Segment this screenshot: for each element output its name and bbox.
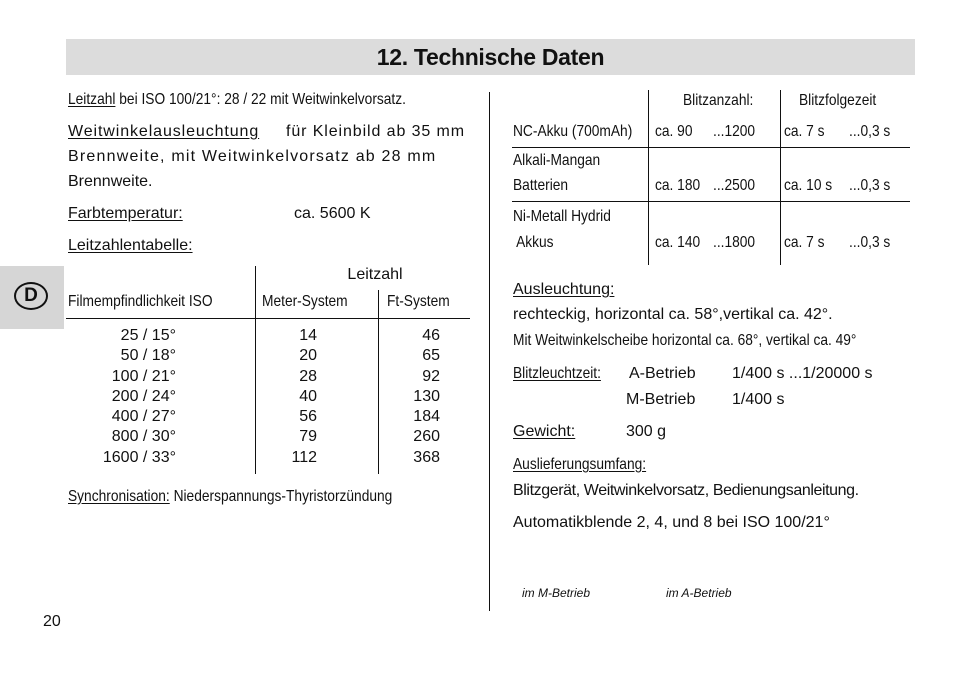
page-number: 20	[43, 613, 61, 630]
battery-row-2-count-b: ...2500	[713, 177, 756, 194]
battery-table-rule-2	[512, 201, 910, 202]
table-cell: 1600 / 33°	[102, 448, 176, 466]
leitzahl-col-ft	[395, 326, 440, 468]
automatik-text: Automatikblende 2, 4, und 8 bei ISO 100/21°	[513, 514, 830, 531]
battery-row-3-name-1: Ni-Metall Hydrid	[513, 208, 611, 225]
leitzahl-label: Leitzahl	[68, 91, 116, 108]
battery-row-3-name-2: Akkus	[513, 234, 554, 251]
language-tab	[0, 266, 64, 329]
battery-table-divider-1	[648, 90, 649, 265]
language-tab-label: D	[14, 282, 48, 310]
table-cell: 184	[413, 408, 440, 426]
weitwinkel-label: Weitwinkelausleuchtung	[68, 123, 260, 140]
farbtemperatur-label: Farbtemperatur:	[68, 205, 183, 222]
auslieferung-label: Auslieferungsumfang:	[513, 456, 647, 473]
table-cell: 28	[299, 367, 317, 385]
table-cell: 46	[422, 327, 440, 344]
table-cell: 260	[413, 428, 440, 446]
table-cell: 400 / 27°	[111, 408, 176, 426]
blitzleuchtzeit-label: Blitzleuchtzeit:	[513, 365, 601, 382]
ausleuchtung-line-2: Mit Weitwinkelscheibe horizontal ca. 68°, vertikal ca. 49°	[513, 332, 857, 349]
farbtemperatur-value: ca. 5600 K	[294, 205, 371, 222]
table-cell: 130	[413, 387, 440, 405]
leitzahl-col-meter	[270, 326, 317, 468]
leitzahl-col2-header: Meter-System	[262, 293, 348, 310]
table-cell: 40	[299, 387, 317, 405]
ausleuchtung-line-1: rechteckig, horizontal ca. 58°,vertikal ca. 42°.	[513, 306, 833, 323]
title-bar	[66, 39, 915, 75]
battery-row-1-name: NC-Akku (700mAh)	[513, 123, 633, 140]
table-cell: 112	[291, 448, 317, 466]
synchronisation-label: Synchronisation:	[68, 488, 170, 505]
table-cell: 92	[422, 367, 440, 385]
battery-table-divider-2	[780, 90, 781, 265]
battery-row-2-time-b: ...0,3 s	[849, 177, 891, 194]
battery-row-2-name-1: Alkali-Mangan	[513, 152, 601, 169]
battery-row-2-name-2: Batterien	[513, 177, 569, 194]
table-cell: 25 / 15°	[120, 327, 176, 344]
battery-row-3-time-b: ...0,3 s	[849, 234, 891, 251]
battery-col2-header: Blitzanzahl:	[683, 92, 754, 109]
battery-row-1-count-b: ...1200	[713, 123, 756, 140]
weitwinkel-line1-rest: für Kleinbild ab 35 mm	[286, 123, 465, 140]
table-cell: 65	[422, 347, 440, 365]
leitzahl-table-divider-1	[255, 266, 256, 474]
synchronisation-value: Niederspannungs-Thyristorzündung	[173, 488, 393, 505]
ausleuchtung-label: Ausleuchtung:	[513, 281, 615, 298]
table-cell: 368	[413, 448, 440, 466]
blitzleuchtzeit-value-2: 1/400 s	[732, 391, 785, 408]
footnote-a-betrieb: im A-Betrieb	[666, 586, 732, 600]
leitzahl-text: bei ISO 100/21°: 28 / 22 mit Weitwinkelvorsatz.	[119, 91, 406, 108]
battery-col3-header: Blitzfolgezeit	[799, 92, 877, 109]
leitzahl-col1-header: Filmempfindlichkeit ISO	[68, 293, 213, 310]
battery-table-rule-1	[512, 147, 910, 148]
blitzleuchtzeit-mode-1: A-Betrieb	[629, 365, 696, 382]
battery-row-2-count-a: ca. 180	[655, 177, 701, 194]
column-divider	[489, 92, 490, 611]
blitzleuchtzeit-mode-2: M-Betrieb	[626, 391, 696, 408]
leitzahlentabelle-label: Leitzahlentabelle:	[68, 237, 193, 254]
table-cell: 79	[299, 428, 317, 446]
table-cell: 50 / 18°	[120, 347, 176, 365]
table-cell: 200 / 24°	[111, 387, 176, 405]
table-cell: 800 / 30°	[111, 428, 176, 446]
leitzahl-table-header-rule	[66, 318, 470, 319]
table-cell: 56	[299, 408, 317, 426]
table-cell: 14	[299, 327, 317, 344]
battery-row-1-count-a: ca. 90	[655, 123, 693, 140]
battery-row-1-time-b: ...0,3 s	[849, 123, 891, 140]
auslieferung-value: Blitzgerät, Weitwinkelvorsatz, Bedienungsanleitung.	[513, 482, 859, 499]
weitwinkel-line-1	[68, 123, 465, 141]
footnote-m-betrieb: im M-Betrieb	[522, 586, 591, 600]
blitzleuchtzeit-value-1: 1/400 s ...1/20000 s	[732, 365, 873, 382]
weitwinkel-line-2: Brennweite, mit Weitwinkelvorsatz ab 28 mm	[68, 148, 437, 165]
leitzahl-col3-header: Ft-System	[387, 293, 450, 310]
leitzahl-line	[68, 91, 406, 109]
synchronisation-line	[68, 488, 392, 506]
table-cell: 20	[299, 347, 317, 365]
battery-row-3-count-b: ...1800	[713, 234, 756, 251]
leitzahl-group-header: Leitzahl	[347, 266, 403, 283]
battery-row-1-time-a: ca. 7 s	[784, 123, 825, 140]
battery-row-3-time-a: ca. 7 s	[784, 234, 825, 251]
battery-row-2-time-a: ca. 10 s	[784, 177, 833, 194]
battery-row-3-count-a: ca. 140	[655, 234, 701, 251]
gewicht-label: Gewicht:	[513, 423, 576, 440]
page-title: 12. Technische Daten	[376, 44, 605, 70]
leitzahl-col-iso	[80, 326, 176, 468]
table-cell: 100 / 21°	[111, 367, 176, 385]
gewicht-value: 300 g	[626, 423, 667, 440]
weitwinkel-line-3: Brennweite.	[68, 173, 153, 190]
